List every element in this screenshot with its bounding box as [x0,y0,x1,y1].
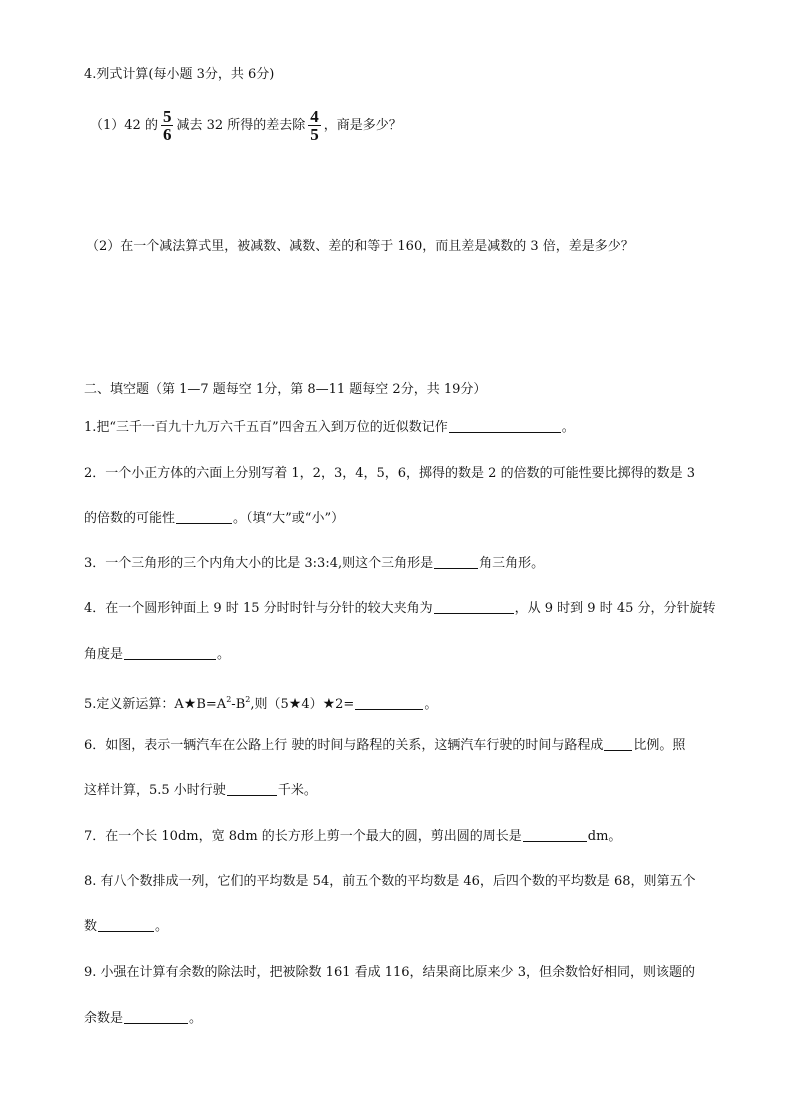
question-4-2: （2）在一个减法算式里，被减数、减数、差的和等于 160，而且差是减数的 3 倍，差是多少？ [86,239,634,254]
fraction-numerator: 5 [162,107,172,126]
q4-line2-a: 角度是 [84,647,124,662]
fill-question-4-line1 [84,600,716,618]
q6-line1-b: 比例。照 [633,738,686,753]
answer-blank[interactable] [434,600,514,614]
star-icon: ★ [288,696,302,712]
fill-question-8-line1: 8. 有八个数排成一列，它们的平均数是 54，前五个数的平均数是 46，后四个数的平均数是 68，则第五个 [84,874,696,889]
q6-line2-a: 这样计算，5.5 小时行驶 [84,783,226,798]
answer-blank[interactable] [355,696,423,710]
fill-question-2-line1: 2．一个小正方体的六面上分别写着 1，2，3，4，5，6，掷得的数是 2 的倍数的可能性要比掷得的数是 3 [84,466,695,481]
q2-line2-b: 。（填“大”或“小”） [233,511,345,526]
fill-question-8-line2 [84,918,168,936]
q5-b: B=A [196,697,227,712]
answer-blank[interactable] [434,555,478,569]
q1-text: 1.把“三千一百九十九万六千五百”四舍五入到万位的近似数记作 [84,420,448,435]
fill-question-3 [84,555,544,573]
fill-question-9-line1: 9. 小强在计算有余数的除法时，把被除数 161 看成 116，结果商比原来少 3，但余数恰好相同，则该题的 [84,965,695,980]
q5-a: 5.定义新运算：A [84,697,184,712]
q2-line2-a: 的倍数的可能性 [84,511,176,526]
answer-blank[interactable] [124,646,216,660]
section-2-title: 二、填空题（第 1—7 题每空 1分，第 8—11 题每空 2分，共 19分） [84,382,487,397]
fill-question-9-line2 [84,1010,202,1028]
fill-question-7 [84,828,621,846]
question-4-1 [90,106,402,146]
q6-line2-b: 千米。 [277,783,317,798]
answer-blank[interactable] [124,1010,188,1024]
section-4-title: 4.列式计算(每小题 3分，共 6分) [84,67,275,82]
answer-blank[interactable] [227,782,277,796]
q3-a: 3．一个三角形的三个内角大小的比是 3:3:4,则这个三角形是 [84,556,434,571]
q4-line1-b: ，从 9 时到 9 时 45 分，分针旋转 [514,601,716,616]
answer-blank[interactable] [98,918,154,932]
q9-line2-b: 。 [189,1011,203,1026]
q4-1-prefix: （1）42 的 [90,118,158,133]
star-icon: ★ [183,696,197,712]
q4-1-suffix: ，商是多少？ [323,118,402,133]
q1-end: 。 [561,420,575,435]
fraction-numerator: 4 [310,107,319,126]
answer-blank[interactable] [449,419,561,433]
q8-line2-b: 。 [155,919,169,934]
answer-blank[interactable] [523,828,587,842]
fill-question-2-line2 [84,510,344,528]
q5-f: 2= [335,697,355,712]
q5-d: ,则（5 [250,697,289,712]
q7-a: 7．在一个长 10dm，宽 8dm 的长方形上剪一个最大的圆，剪出圆的周长是 [84,829,522,844]
answer-blank[interactable] [176,510,232,524]
fraction-5-6 [161,108,174,143]
star-icon: ★ [322,696,336,712]
q8-line2-a: 数 [84,919,98,934]
fraction-denominator: 6 [162,125,172,144]
q7-b: dm。 [587,829,622,844]
fill-question-1 [84,419,575,437]
fill-question-6-line1 [84,737,685,755]
q6-line1-a: 6．如图，表示一辆汽车在公路上行 驶的时间与路程的关系，这辆汽车行驶的时间与路程成 [84,738,604,753]
fill-question-5 [84,691,437,714]
q5-c: -B [231,697,246,712]
fill-question-6-line2 [84,782,317,800]
q3-b: 角三角形。 [479,556,545,571]
q9-line2-a: 余数是 [84,1011,124,1026]
fraction-4-5 [308,108,321,143]
q5-g: 。 [424,697,438,712]
q4-1-middle: 减去 32 所得的差去除 [176,118,306,133]
q5-e: 4） [301,697,323,712]
q4-line1-a: 4．在一个圆形钟面上 9 时 15 分时时针与分针的较大夹角为 [84,601,433,616]
fill-question-4-line2 [84,646,230,664]
answer-blank[interactable] [604,737,632,751]
superscript: 2 [226,695,232,704]
superscript: 2 [245,695,251,704]
fraction-denominator: 5 [310,125,319,144]
q4-line2-b: 。 [217,647,231,662]
